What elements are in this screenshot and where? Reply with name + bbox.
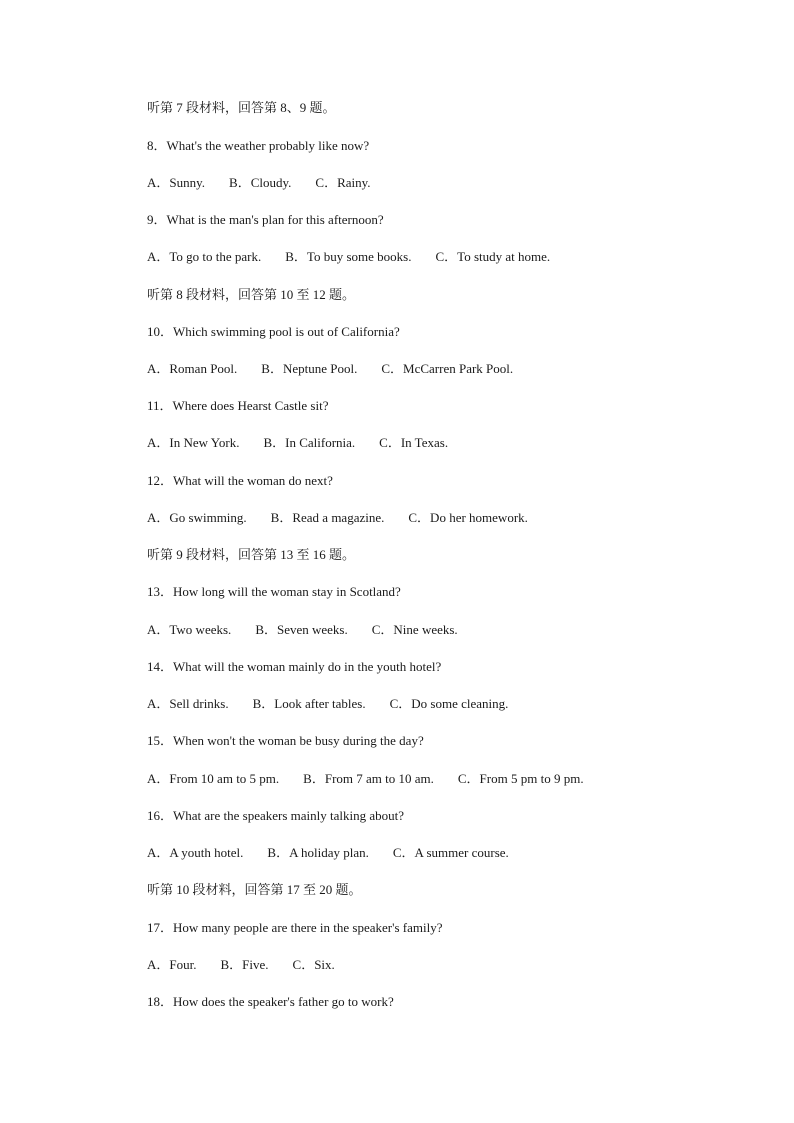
option-b: B．Seven weeks. bbox=[255, 622, 348, 637]
option-b: B．Cloudy. bbox=[229, 175, 292, 190]
question-9: 9．What is the man's plan for this afternoon? bbox=[147, 212, 384, 227]
question-16: 16．What are the speakers mainly talking about? bbox=[147, 808, 405, 823]
option-c: C．Nine weeks. bbox=[371, 622, 458, 637]
options-17 bbox=[147, 957, 335, 973]
option-a: A．To go to the park. bbox=[147, 249, 262, 264]
section-heading: 听第 10 段材料，回答第 17 至 20 题。 bbox=[147, 882, 362, 897]
option-a: A．Sell drinks. bbox=[147, 696, 229, 711]
option-a: A．A youth hotel. bbox=[147, 845, 244, 860]
options-9 bbox=[147, 249, 550, 265]
options-13 bbox=[147, 622, 458, 638]
options-14 bbox=[147, 696, 508, 712]
option-c: C．Rainy. bbox=[315, 175, 371, 190]
question-17: 17．How many people are there in the speaker's family? bbox=[147, 920, 443, 935]
option-b: B．In California. bbox=[263, 435, 356, 450]
options-15 bbox=[147, 771, 584, 787]
option-c: C．Do her homework. bbox=[408, 510, 528, 525]
option-a: A．Roman Pool. bbox=[147, 361, 238, 376]
option-c: C．Do some cleaning. bbox=[389, 696, 509, 711]
option-a: A．From 10 am to 5 pm. bbox=[147, 771, 280, 786]
option-c: C．To study at home. bbox=[435, 249, 551, 264]
option-a: A．Four. bbox=[147, 957, 197, 972]
option-c: C．McCarren Park Pool. bbox=[381, 361, 514, 376]
question-8: 8．What's the weather probably like now? bbox=[147, 138, 370, 153]
option-c: C．From 5 pm to 9 pm. bbox=[457, 771, 584, 786]
section-heading: 听第 7 段材料，回答第 8、9 题。 bbox=[147, 100, 336, 115]
option-b: B．Neptune Pool. bbox=[261, 361, 358, 376]
question-18: 18．How does the speaker's father go to work? bbox=[147, 994, 394, 1009]
option-c: C．In Texas. bbox=[379, 435, 449, 450]
options-8 bbox=[147, 175, 371, 191]
option-a: A．Sunny. bbox=[147, 175, 206, 190]
section-heading: 听第 9 段材料，回答第 13 至 16 题。 bbox=[147, 547, 356, 562]
option-b: B．To buy some books. bbox=[285, 249, 412, 264]
option-b: B．Read a magazine. bbox=[270, 510, 385, 525]
option-c: C．A summer course. bbox=[392, 845, 509, 860]
question-15: 15．When won't the woman be busy during the day? bbox=[147, 733, 424, 748]
question-11: 11．Where does Hearst Castle sit? bbox=[147, 398, 329, 413]
option-b: B．A holiday plan. bbox=[267, 845, 369, 860]
option-c: C．Six. bbox=[292, 957, 335, 972]
options-11 bbox=[147, 435, 448, 451]
options-16 bbox=[147, 845, 509, 861]
question-10: 10．Which swimming pool is out of California? bbox=[147, 324, 400, 339]
options-12 bbox=[147, 510, 528, 526]
section-heading: 听第 8 段材料，回答第 10 至 12 题。 bbox=[147, 287, 356, 302]
option-b: B．Look after tables. bbox=[252, 696, 366, 711]
option-b: B．From 7 am to 10 am. bbox=[303, 771, 434, 786]
option-b: B．Five. bbox=[220, 957, 269, 972]
option-a: A．In New York. bbox=[147, 435, 240, 450]
question-14: 14．What will the woman mainly do in the youth hotel? bbox=[147, 659, 442, 674]
options-10 bbox=[147, 361, 513, 377]
question-12: 12．What will the woman do next? bbox=[147, 473, 333, 488]
option-a: A．Two weeks. bbox=[147, 622, 232, 637]
question-13: 13．How long will the woman stay in Scotland? bbox=[147, 584, 401, 599]
option-a: A．Go swimming. bbox=[147, 510, 247, 525]
